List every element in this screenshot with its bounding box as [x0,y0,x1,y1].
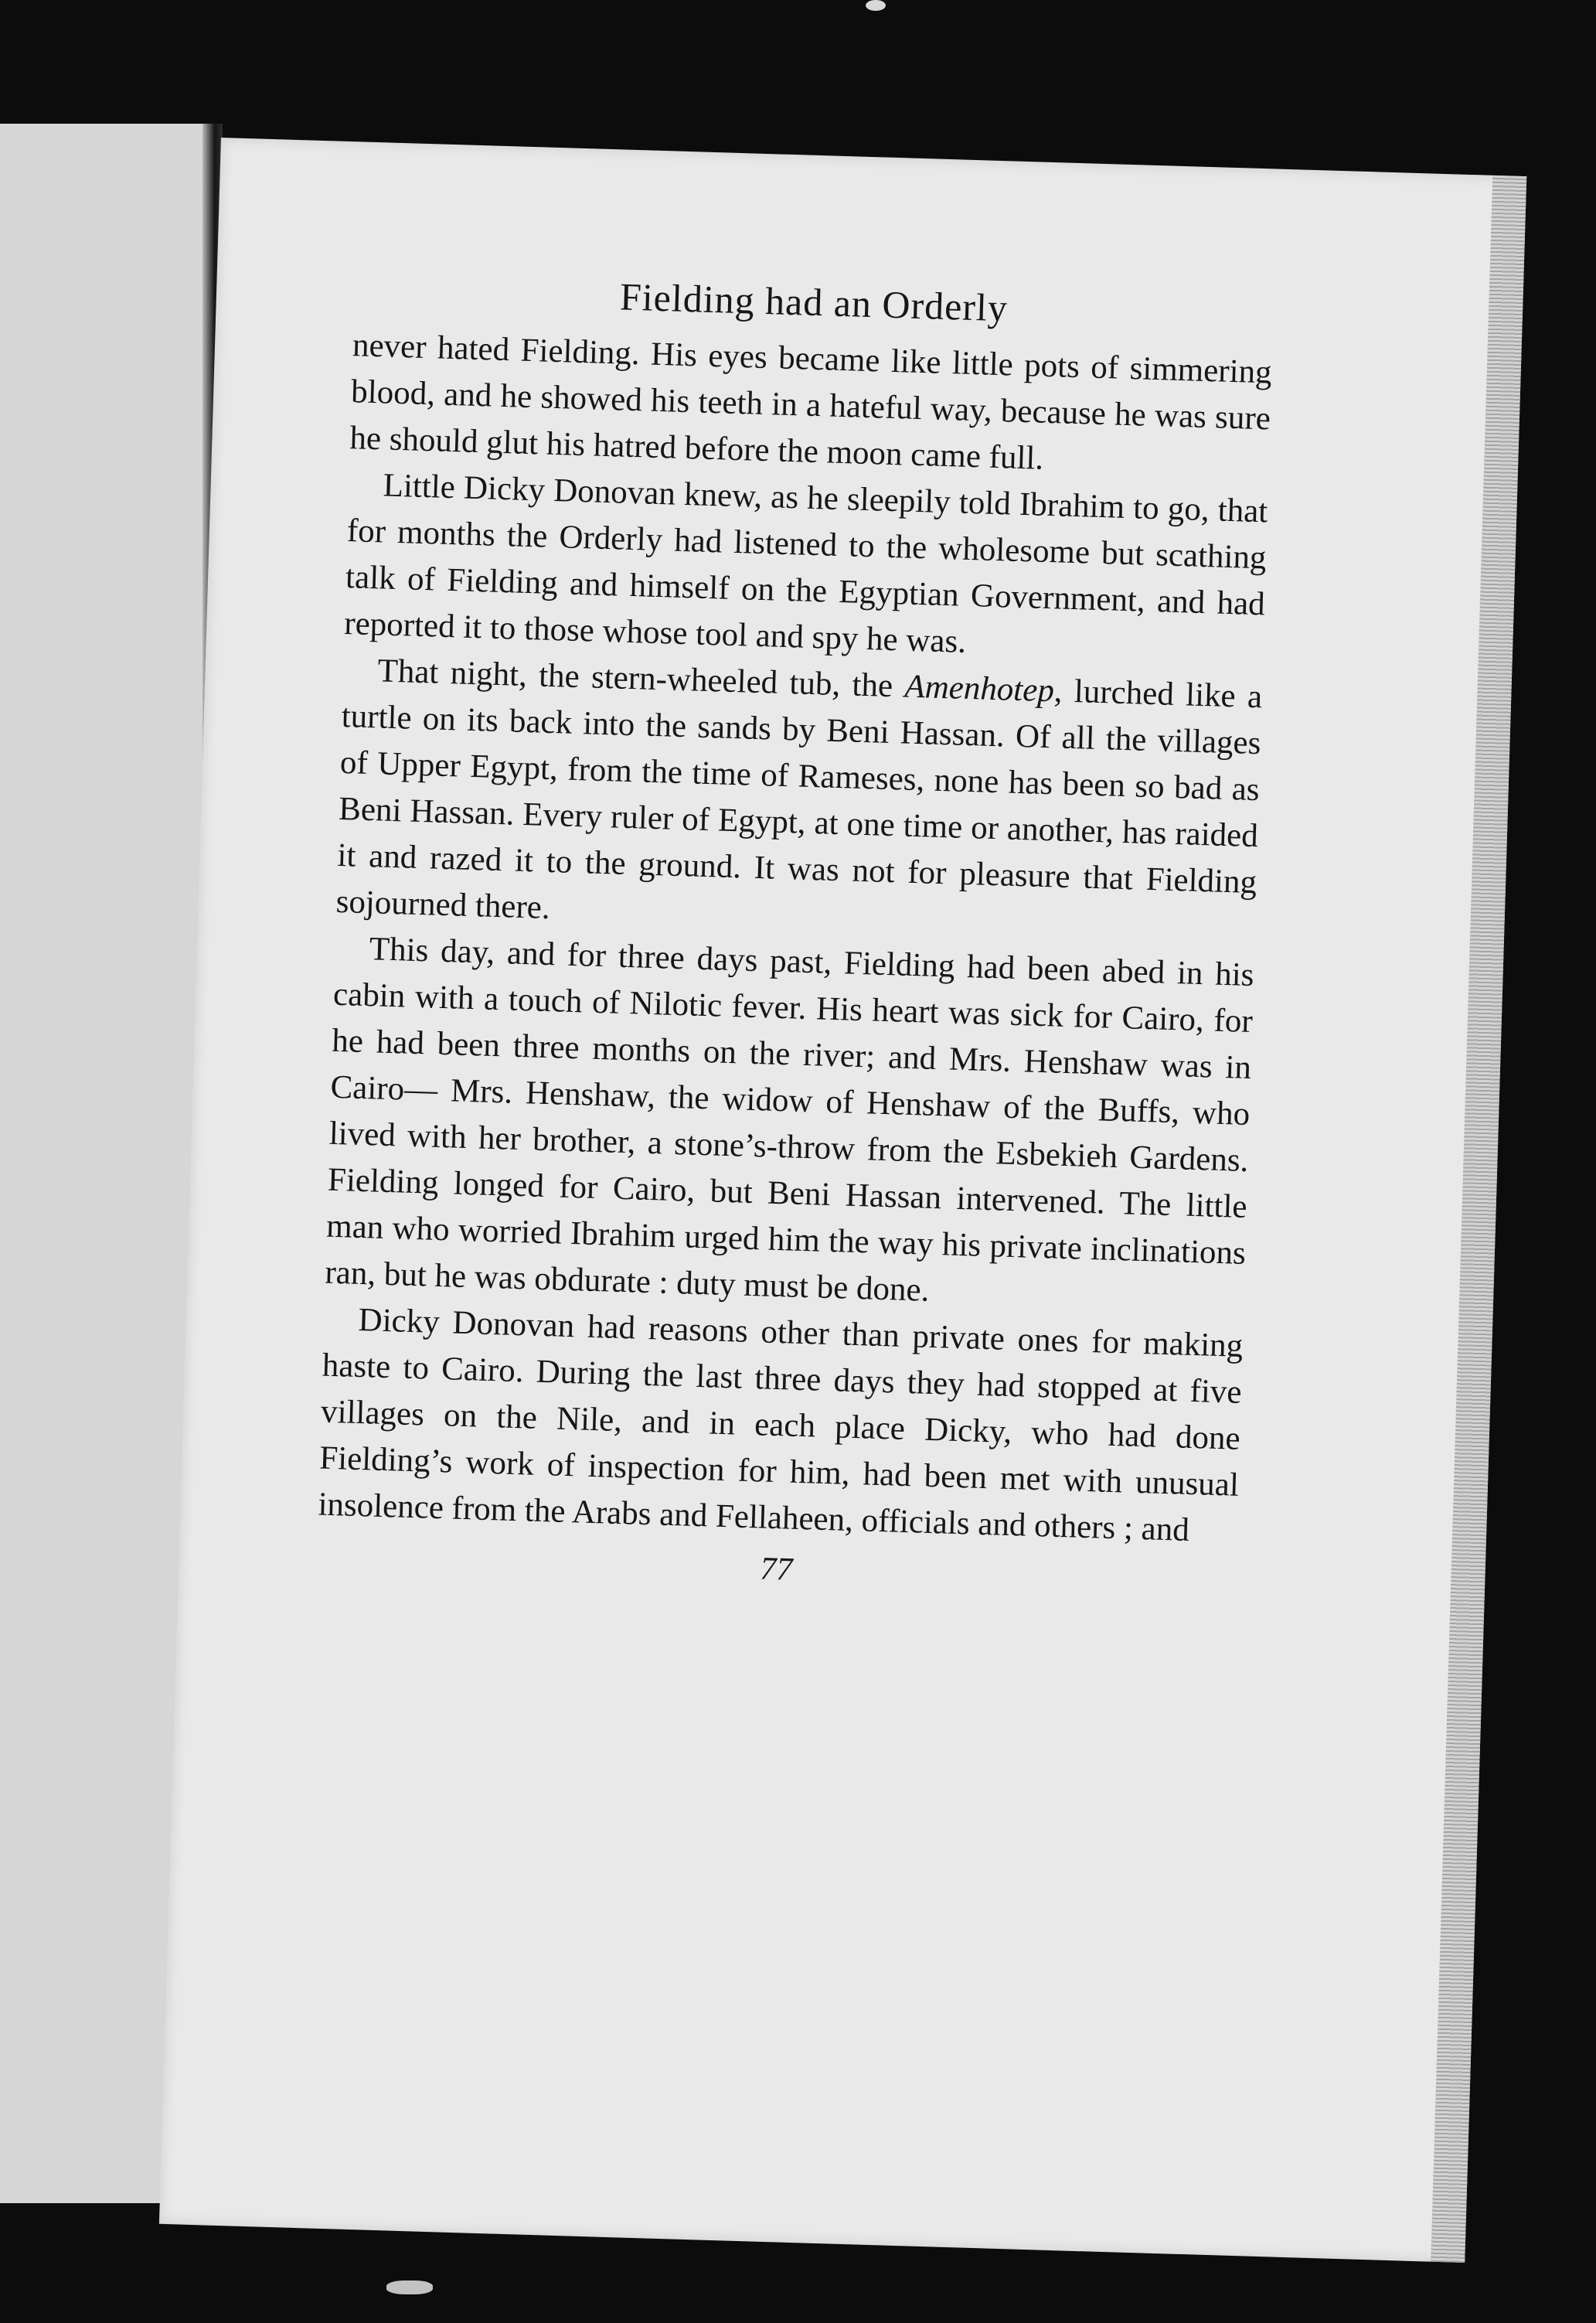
book-page [159,138,1526,2263]
paragraph-3-after: , lurched like a turtle on its back into the sands by Beni Hassan. Of all the villages of Upper Egypt, from the time of Rameses, none has been so bad as Beni Hassan. Every ruler of Egypt, at one time or another, has raided it and razed it to the ground. It was not for pleasure that Fielding sojourned there. [335,673,1263,927]
paragraph-2: Little Dicky Donovan knew, as he sleepily told Ibrahim to go, that for months the Orderly had listened to the wholesome but scathing talk of Fielding and himself on the Egyptian Government, and had reported it to those whose tool and spy he was. [343,467,1268,660]
scan-artifact-bottom [386,2280,433,2294]
paragraph-3-before: That night, the stern-wheeled tub, the [376,652,906,705]
scan-artifact [866,0,886,11]
paragraph-1: never hated Fielding. His eyes became like little pots of simmering blood, and he showed his teeth in a hateful way, because he was sure he should glut his hatred before the moon came full. [349,327,1273,477]
paragraph-3 [335,647,1263,952]
running-head: Fielding had an Orderly [619,274,1009,330]
page-fore-edge [1431,175,1526,2263]
paragraph-4: This day, and for three days past, Fielding had been abed in his cabin with a touch of Nilotic fever. His heart was sick for Cairo, for he had been three months on the river; and Mrs. Henshaw was in Cairo— Mrs. Henshaw, the widow of Henshaw of the Buffs, who lived with her brother, a stone’s-throw from the Esbekieh Gardens. Fielding longed for Cairo, but Beni Hassan intervened. The little man who worried Ibrahim urged him the way his private inclinations ran, but he was obdurate : duty must be done. [324,931,1255,1309]
text-block [316,265,1274,1602]
page-number: 77 [759,1551,794,1588]
paragraph-5: Dicky Donovan had reasons other than private ones for making haste to Cairo. During the last three days they had stopped at five villages on the Nile, and in each place Dicky, who had done Fielding’s work of inspection for him, had been met with unusual insolence from the Arabs and Fellaheen, officials and others ; and [317,1301,1244,1548]
ship-name: Amenhotep [903,668,1055,710]
